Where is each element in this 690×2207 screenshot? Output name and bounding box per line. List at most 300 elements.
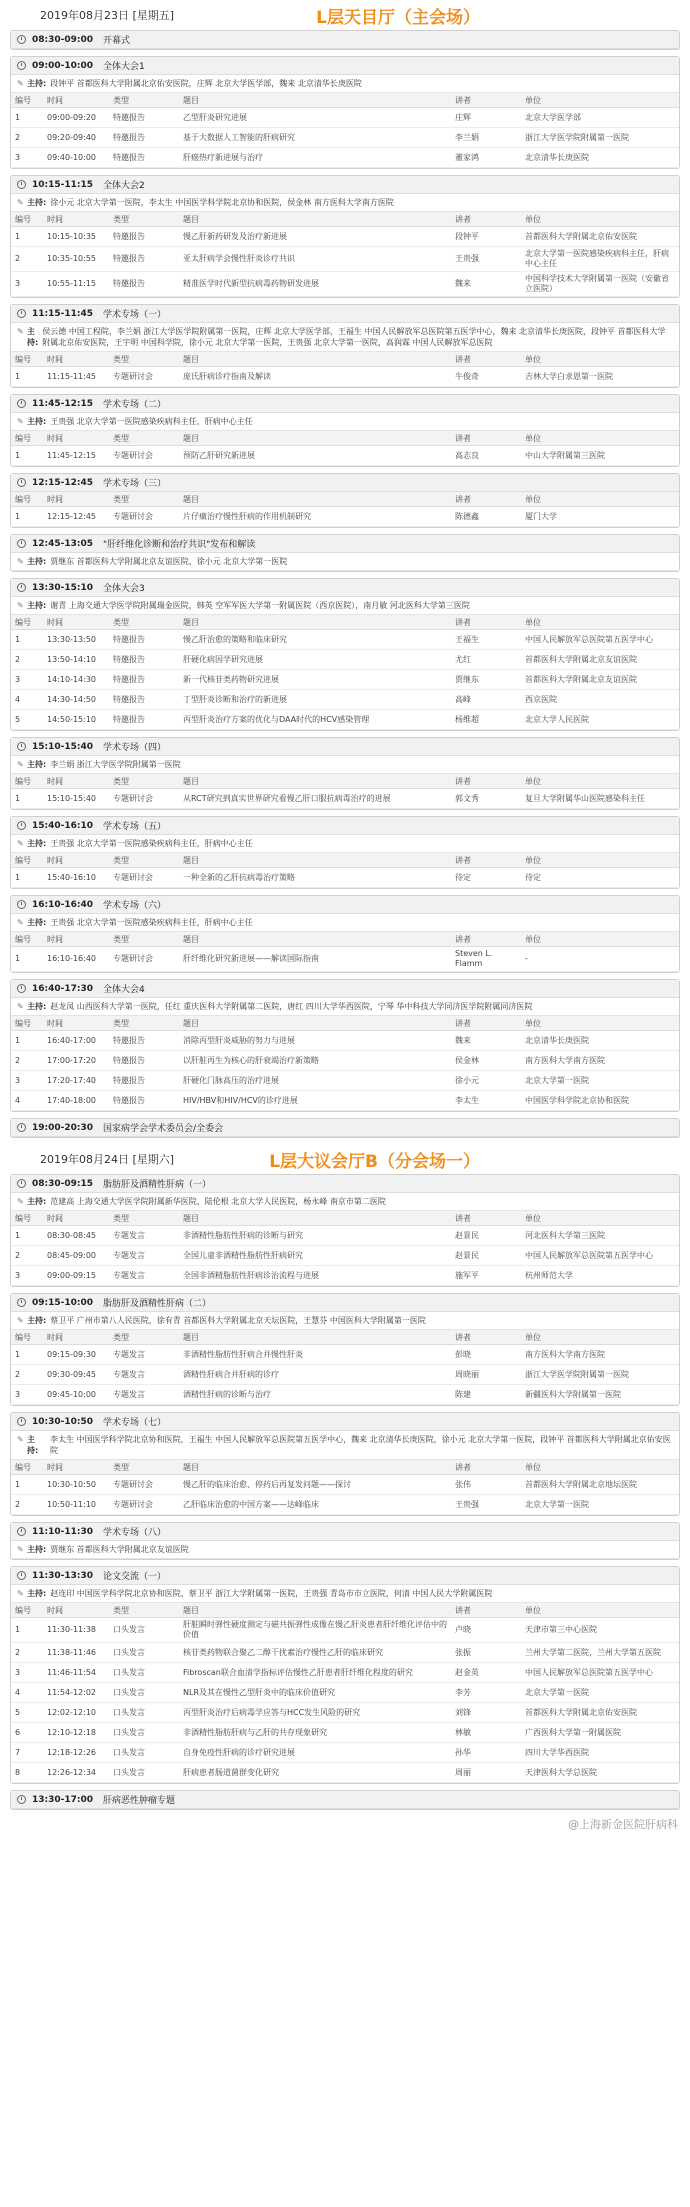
- session-header[interactable]: [11, 1175, 679, 1193]
- column-header-speaker: 讲者: [451, 1330, 521, 1345]
- table-row: [11, 1226, 679, 1246]
- session-time: 16:10-16:40: [32, 899, 94, 910]
- column-header-time: 时间: [43, 932, 109, 947]
- column-header-no: 编号: [11, 615, 43, 630]
- cell-time: 15:10-15:40: [43, 789, 109, 809]
- session-block: [10, 304, 680, 388]
- cell-no: 1: [11, 947, 43, 972]
- cell-topic: 酒精性肝病合并肝病的诊疗: [179, 1365, 451, 1385]
- cell-time: 09:40-10:00: [43, 148, 109, 168]
- cell-speaker: 郭文秀: [451, 789, 521, 809]
- column-header-unit: 单位: [521, 853, 679, 868]
- column-header-speaker: 讲者: [451, 93, 521, 108]
- host-names: 王贵强 北京大学第一医院感染疾病科主任，肝病中心主任: [50, 417, 253, 426]
- table-row: [11, 670, 679, 690]
- column-header-topic: 题目: [179, 615, 451, 630]
- cell-topic: NLR及其在慢性乙型肝炎中的临床价值研究: [179, 1683, 451, 1703]
- session-block: [10, 1790, 680, 1810]
- table-row: [11, 789, 679, 809]
- column-header-unit: 单位: [521, 1460, 679, 1475]
- session-header[interactable]: [11, 57, 679, 75]
- cell-speaker: 魏来: [451, 1031, 521, 1051]
- session-header[interactable]: [11, 31, 679, 49]
- cell-unit: 吉林大学白求恩第一医院: [521, 367, 679, 387]
- cell-type: 特邀报告: [109, 148, 179, 168]
- cell-unit: 新疆医科大学附属第一医院: [521, 1385, 679, 1405]
- host-names: 贾继东 首都医科大学附属北京友谊医院，徐小元 北京大学第一医院: [50, 557, 288, 566]
- session-block: [10, 1566, 680, 1784]
- cell-topic: 非酒精性脂肪肝病与乙肝的共存现象研究: [179, 1723, 451, 1743]
- session-hosts: [11, 553, 679, 571]
- cell-type: 口头发言: [109, 1743, 179, 1763]
- column-header-type: 类型: [109, 1603, 179, 1618]
- session-table: [11, 1016, 679, 1111]
- cell-unit: 广西医科大学第一附属医院: [521, 1723, 679, 1743]
- column-header-unit: 单位: [521, 492, 679, 507]
- session-time: 09:15-10:00: [32, 1297, 94, 1308]
- cell-type: 特邀报告: [109, 1031, 179, 1051]
- column-header-no: 编号: [11, 1016, 43, 1031]
- table-row: [11, 227, 679, 247]
- session-time: 13:30-15:10: [32, 582, 94, 593]
- session-time: 10:15-11:15: [32, 179, 94, 190]
- session-time: 16:40-17:30: [32, 983, 94, 994]
- column-header-speaker: 讲者: [451, 1016, 521, 1031]
- session-header[interactable]: [11, 305, 679, 323]
- cell-topic: 以肝脏再生为核心的肝衰竭治疗新策略: [179, 1051, 451, 1071]
- table-header-row: [11, 352, 679, 367]
- cell-type: 特邀报告: [109, 650, 179, 670]
- cell-topic: 丙型肝炎治疗方案的优化与DAA时代的HCV感染管理: [179, 710, 451, 730]
- cell-no: 2: [11, 1643, 43, 1663]
- cell-topic: 非酒精性脂肪性肝病的诊断与研究: [179, 1226, 451, 1246]
- session-name: 学术专场（四）: [103, 743, 167, 753]
- cell-topic: 乙型肝炎研究进展: [179, 108, 451, 128]
- cell-topic: 肝病患者肠道菌群变化研究: [179, 1763, 451, 1783]
- session-header[interactable]: [11, 896, 679, 914]
- session-header[interactable]: [11, 395, 679, 413]
- cell-unit: 南方医科大学南方医院: [521, 1051, 679, 1071]
- cell-time: 14:30-14:50: [43, 690, 109, 710]
- cell-time: 12:10-12:18: [43, 1723, 109, 1743]
- session-header[interactable]: [11, 1119, 679, 1137]
- cell-no: 2: [11, 247, 43, 272]
- cell-time: 15:40-16:10: [43, 868, 109, 888]
- cell-time: 09:00-09:20: [43, 108, 109, 128]
- clock-icon: [17, 35, 26, 44]
- column-header-no: 编号: [11, 1603, 43, 1618]
- cell-type: 专题研讨会: [109, 446, 179, 466]
- pen-icon: ✎: [17, 601, 24, 610]
- table-row: [11, 868, 679, 888]
- cell-no: 2: [11, 1051, 43, 1071]
- cell-topic: 自身免疫性肝病的诊疗研究进展: [179, 1743, 451, 1763]
- session-header[interactable]: [11, 1567, 679, 1585]
- clock-icon: [17, 1123, 26, 1132]
- session-table: [11, 1603, 679, 1783]
- session-header[interactable]: [11, 980, 679, 998]
- column-header-type: 类型: [109, 932, 179, 947]
- cell-type: 特邀报告: [109, 128, 179, 148]
- cell-time: 12:02-12:10: [43, 1703, 109, 1723]
- cell-no: 4: [11, 1683, 43, 1703]
- column-header-topic: 题目: [179, 492, 451, 507]
- pen-icon: ✎: [17, 557, 24, 566]
- cell-unit: 北京大学第一医院: [521, 1071, 679, 1091]
- cell-type: 专题研讨会: [109, 1475, 179, 1495]
- hall-title: L层天目厅（主会场）: [316, 7, 480, 28]
- session-header[interactable]: [11, 738, 679, 756]
- session-name: 脂肪肝及酒精性肝病（一）: [103, 1180, 212, 1190]
- pen-icon: ✎: [17, 79, 24, 88]
- cell-no: 3: [11, 670, 43, 690]
- cell-topic: 精准医学时代新型抗病毒药物研发进展: [179, 272, 451, 297]
- session-time: 19:00-20:30: [32, 1122, 94, 1133]
- session-header[interactable]: [11, 1413, 679, 1431]
- session-time: 08:30-09:15: [32, 1178, 94, 1189]
- cell-no: 5: [11, 1703, 43, 1723]
- host-label: 主持:: [27, 1197, 47, 1206]
- cell-topic: 慢乙肝的临床治愈、停药后再复发问题——探讨: [179, 1475, 451, 1495]
- cell-speaker: 侯金林: [451, 1051, 521, 1071]
- session-hosts: [11, 835, 679, 853]
- column-header-type: 类型: [109, 492, 179, 507]
- cell-speaker: 王贵强: [451, 247, 521, 272]
- session-hosts: [11, 1312, 679, 1330]
- cell-no: 1: [11, 1345, 43, 1365]
- cell-time: 11:15-11:45: [43, 367, 109, 387]
- column-header-topic: 题目: [179, 932, 451, 947]
- session-table: [11, 1330, 679, 1405]
- table-row: [11, 1031, 679, 1051]
- column-header-time: 时间: [43, 1330, 109, 1345]
- table-row: [11, 1763, 679, 1783]
- table-header-row: [11, 1016, 679, 1031]
- cell-speaker: 周晓丽: [451, 1365, 521, 1385]
- column-header-time: 时间: [43, 1211, 109, 1226]
- column-header-topic: 题目: [179, 212, 451, 227]
- column-header-speaker: 讲者: [451, 431, 521, 446]
- session-name: 学术专场（三）: [103, 479, 167, 489]
- cell-no: 7: [11, 1743, 43, 1763]
- session-block: [10, 1412, 680, 1516]
- cell-speaker: 魏来: [451, 272, 521, 297]
- cell-time: 09:45-10:00: [43, 1385, 109, 1405]
- cell-speaker: 杨维超: [451, 710, 521, 730]
- cell-speaker: 孙华: [451, 1743, 521, 1763]
- cell-no: 1: [11, 1226, 43, 1246]
- pen-icon: ✎: [17, 1197, 24, 1206]
- clock-icon: [17, 1527, 26, 1536]
- cell-time: 09:00-09:15: [43, 1266, 109, 1286]
- column-header-speaker: 讲者: [451, 492, 521, 507]
- column-header-time: 时间: [43, 1460, 109, 1475]
- cell-topic: 肝硬化病因学研究进展: [179, 650, 451, 670]
- cell-type: 特邀报告: [109, 1051, 179, 1071]
- cell-speaker: 陈德鑫: [451, 507, 521, 527]
- cell-no: 1: [11, 630, 43, 650]
- column-header-topic: 题目: [179, 1460, 451, 1475]
- cell-speaker: 刘锋: [451, 1703, 521, 1723]
- cell-time: 13:30-13:50: [43, 630, 109, 650]
- host-names: 李太生 中国医学科学院北京协和医院，王福生 中国人民解放军总医院第五医学中心，魏来 北京清华长庚医院，徐小元 北京大学第一医院，段钟平 首都医科大学附属北京佑安医院: [50, 1435, 671, 1455]
- session-name: 学术专场（八）: [103, 1528, 167, 1538]
- clock-icon: [17, 539, 26, 548]
- host-names: 赵连印 中国医学科学院北京协和医院，蔡卫平 浙江大学附属第一医院，王贵强 青岛市市立医院，何清 中国人民大学附属医院: [50, 1589, 493, 1598]
- table-row: [11, 1663, 679, 1683]
- cell-time: 16:40-17:00: [43, 1031, 109, 1051]
- cell-time: 11:38-11:46: [43, 1643, 109, 1663]
- cell-type: 特邀报告: [109, 630, 179, 650]
- column-header-unit: 单位: [521, 212, 679, 227]
- cell-unit: 厦门大学: [521, 507, 679, 527]
- cell-type: 专题研讨会: [109, 1495, 179, 1515]
- session-table: [11, 932, 679, 972]
- day-date: 2019年08月24日 [星期六]: [40, 1153, 175, 1166]
- table-row: [11, 272, 679, 297]
- session-block: [10, 895, 680, 973]
- cell-unit: 首都医科大学附属北京佑安医院: [521, 1703, 679, 1723]
- session-header[interactable]: [11, 1523, 679, 1541]
- column-header-time: 时间: [43, 212, 109, 227]
- pen-icon: ✎: [17, 1589, 24, 1598]
- session-name: 全体大会2: [103, 181, 145, 191]
- clock-icon: [17, 1298, 26, 1307]
- cell-speaker: 庄辉: [451, 108, 521, 128]
- column-header-unit: 单位: [521, 1603, 679, 1618]
- cell-topic: 全国非酒精脂肪性肝病诊治流程与进展: [179, 1266, 451, 1286]
- session-table: [11, 431, 679, 466]
- cell-time: 09:30-09:45: [43, 1365, 109, 1385]
- session-hosts: [11, 413, 679, 431]
- host-label: 主持:: [27, 1316, 47, 1325]
- clock-icon: [17, 984, 26, 993]
- cell-no: 2: [11, 128, 43, 148]
- session-block: [10, 394, 680, 467]
- cell-no: 2: [11, 1365, 43, 1385]
- cell-no: 1: [11, 1031, 43, 1051]
- column-header-speaker: 讲者: [451, 774, 521, 789]
- clock-icon: [17, 1179, 26, 1188]
- cell-unit: 河北医科大学第三医院: [521, 1226, 679, 1246]
- cell-topic: 亚太肝病学会慢性肝炎诊疗共识: [179, 247, 451, 272]
- session-header[interactable]: [11, 176, 679, 194]
- cell-time: 11:30-11:38: [43, 1618, 109, 1643]
- session-name: 脂肪肝及酒精性肝病（二）: [103, 1299, 212, 1309]
- cell-time: 08:45-09:00: [43, 1246, 109, 1266]
- session-header[interactable]: [11, 579, 679, 597]
- cell-type: 专题发言: [109, 1246, 179, 1266]
- cell-unit: 中国人民解放军总医院第五医学中心: [521, 1663, 679, 1683]
- clock-icon: [17, 399, 26, 408]
- cell-time: 17:00-17:20: [43, 1051, 109, 1071]
- table-row: [11, 1266, 679, 1286]
- column-header-time: 时间: [43, 431, 109, 446]
- column-header-unit: 单位: [521, 615, 679, 630]
- session-hosts: [11, 194, 679, 212]
- day-header: [0, 0, 690, 30]
- table-row: [11, 690, 679, 710]
- cell-type: 口头发言: [109, 1703, 179, 1723]
- cell-type: 特邀报告: [109, 108, 179, 128]
- cell-topic: 从RCT研究到真实世界研究看慢乙肝口服抗病毒治疗的进展: [179, 789, 451, 809]
- session-table: [11, 1211, 679, 1286]
- cell-type: 口头发言: [109, 1683, 179, 1703]
- table-row: [11, 1703, 679, 1723]
- table-header-row: [11, 492, 679, 507]
- cell-no: 1: [11, 507, 43, 527]
- session-name: 开幕式: [103, 36, 131, 46]
- clock-icon: [17, 1417, 26, 1426]
- cell-topic: HIV/HBV和HIV/HCV的诊疗进展: [179, 1091, 451, 1111]
- session-block: [10, 30, 680, 50]
- clock-icon: [17, 309, 26, 318]
- cell-unit: 北京大学第一医院: [521, 1495, 679, 1515]
- cell-unit: 首都医科大学附属北京地坛医院: [521, 1475, 679, 1495]
- pen-icon: ✎: [17, 1545, 24, 1554]
- cell-unit: 中国人民解放军总医院第五医学中心: [521, 1246, 679, 1266]
- column-header-type: 类型: [109, 774, 179, 789]
- session-header[interactable]: [11, 535, 679, 553]
- session-hosts: [11, 756, 679, 774]
- table-row: [11, 1051, 679, 1071]
- cell-type: 特邀报告: [109, 247, 179, 272]
- table-row: [11, 1683, 679, 1703]
- cell-unit: 首都医科大学附属北京友谊医院: [521, 670, 679, 690]
- session-hosts: [11, 914, 679, 932]
- cell-unit: 杭州师范大学: [521, 1266, 679, 1286]
- cell-unit: 北京大学第一医院感染疾病科主任，肝病中心主任: [521, 247, 679, 272]
- cell-no: 8: [11, 1763, 43, 1783]
- day2-sessions: [0, 1174, 690, 1810]
- watermark: @上海新金医院肝病科: [568, 1818, 678, 1831]
- cell-time: 10:35-10:55: [43, 247, 109, 272]
- cell-type: 特邀报告: [109, 670, 179, 690]
- cell-time: 17:40-18:00: [43, 1091, 109, 1111]
- session-block: [10, 1293, 680, 1406]
- column-header-unit: 单位: [521, 932, 679, 947]
- table-row: [11, 108, 679, 128]
- session-table: [11, 615, 679, 730]
- day-date: 2019年08月23日 [星期五]: [40, 9, 175, 22]
- cell-speaker: 高志良: [451, 446, 521, 466]
- clock-icon: [17, 61, 26, 70]
- column-header-speaker: 讲者: [451, 853, 521, 868]
- cell-unit: 首都医科大学附属北京友谊医院: [521, 650, 679, 670]
- cell-topic: 片仔癀治疗慢性肝病的作用机制研究: [179, 507, 451, 527]
- host-label: 主持:: [27, 417, 47, 426]
- column-header-topic: 题目: [179, 352, 451, 367]
- cell-topic: 慢乙肝治愈的策略和临床研究: [179, 630, 451, 650]
- session-block: [10, 1118, 680, 1138]
- day-header: [0, 1144, 690, 1174]
- session-name: 肝病恶性肿瘤专题: [103, 1796, 176, 1806]
- session-header[interactable]: [11, 474, 679, 492]
- column-header-unit: 单位: [521, 352, 679, 367]
- clock-icon: [17, 742, 26, 751]
- table-row: [11, 650, 679, 670]
- cell-time: 14:10-14:30: [43, 670, 109, 690]
- cell-unit: 首都医科大学附属北京佑安医院: [521, 227, 679, 247]
- table-header-row: [11, 93, 679, 108]
- column-header-type: 类型: [109, 431, 179, 446]
- table-row: [11, 128, 679, 148]
- column-header-no: 编号: [11, 1330, 43, 1345]
- column-header-topic: 题目: [179, 853, 451, 868]
- session-header[interactable]: [11, 817, 679, 835]
- host-label: 主持:: [27, 327, 39, 347]
- table-row: [11, 507, 679, 527]
- cell-no: 4: [11, 690, 43, 710]
- cell-unit: -: [521, 947, 679, 972]
- session-block: [10, 816, 680, 889]
- table-row: [11, 1246, 679, 1266]
- cell-unit: 浙江大学医学院附属第一医院: [521, 1365, 679, 1385]
- cell-no: 2: [11, 1246, 43, 1266]
- table-row: [11, 1385, 679, 1405]
- cell-speaker: 高峰: [451, 690, 521, 710]
- table-header-row: [11, 853, 679, 868]
- session-time: 11:30-13:30: [32, 1570, 94, 1581]
- column-header-speaker: 讲者: [451, 212, 521, 227]
- session-time: 15:10-15:40: [32, 741, 94, 752]
- cell-unit: 北京清华长庚医院: [521, 1031, 679, 1051]
- session-name: 学术专场（六）: [103, 901, 167, 911]
- cell-no: 1: [11, 1475, 43, 1495]
- day1-sessions: [0, 30, 690, 1138]
- cell-topic: 预防乙肝研究新进展: [179, 446, 451, 466]
- column-header-time: 时间: [43, 615, 109, 630]
- session-block: [10, 1522, 680, 1560]
- column-header-no: 编号: [11, 853, 43, 868]
- column-header-no: 编号: [11, 93, 43, 108]
- cell-speaker: 贾继东: [451, 670, 521, 690]
- session-header[interactable]: [11, 1294, 679, 1312]
- table-header-row: [11, 774, 679, 789]
- column-header-type: 类型: [109, 1016, 179, 1031]
- pen-icon: ✎: [17, 417, 24, 426]
- session-header[interactable]: [11, 1791, 679, 1809]
- session-block: [10, 1174, 680, 1287]
- host-names: 徐小元 北京大学第一医院，李太生 中国医学科学院北京协和医院，侯金林 南方医科大学南方医院: [50, 198, 394, 207]
- column-header-no: 编号: [11, 431, 43, 446]
- session-name: 学术专场（七）: [103, 1418, 167, 1428]
- table-header-row: [11, 1603, 679, 1618]
- cell-unit: 西京医院: [521, 690, 679, 710]
- cell-topic: 丁型肝炎诊断和治疗的新进展: [179, 690, 451, 710]
- cell-type: 专题研讨会: [109, 507, 179, 527]
- cell-unit: 天津医科大学总医院: [521, 1763, 679, 1783]
- cell-time: 08:30-08:45: [43, 1226, 109, 1246]
- column-header-type: 类型: [109, 1460, 179, 1475]
- clock-icon: [17, 821, 26, 830]
- column-header-unit: 单位: [521, 431, 679, 446]
- cell-unit: 中国人民解放军总医院第五医学中心: [521, 630, 679, 650]
- cell-topic: 丙型肝炎治疗后病毒学应答与HCC发生风险的研究: [179, 1703, 451, 1723]
- host-label: 主持:: [27, 839, 47, 848]
- cell-speaker: 施军平: [451, 1266, 521, 1286]
- cell-unit: 四川大学华西医院: [521, 1743, 679, 1763]
- session-name: 全体大会3: [103, 584, 145, 594]
- session-block: [10, 578, 680, 731]
- pen-icon: ✎: [17, 1435, 24, 1444]
- cell-no: 2: [11, 1495, 43, 1515]
- column-header-unit: 单位: [521, 1330, 679, 1345]
- host-label: 主持:: [27, 918, 47, 927]
- cell-no: 3: [11, 1071, 43, 1091]
- cell-topic: 肝纤维化研究新进展——解读国际指南: [179, 947, 451, 972]
- column-header-no: 编号: [11, 932, 43, 947]
